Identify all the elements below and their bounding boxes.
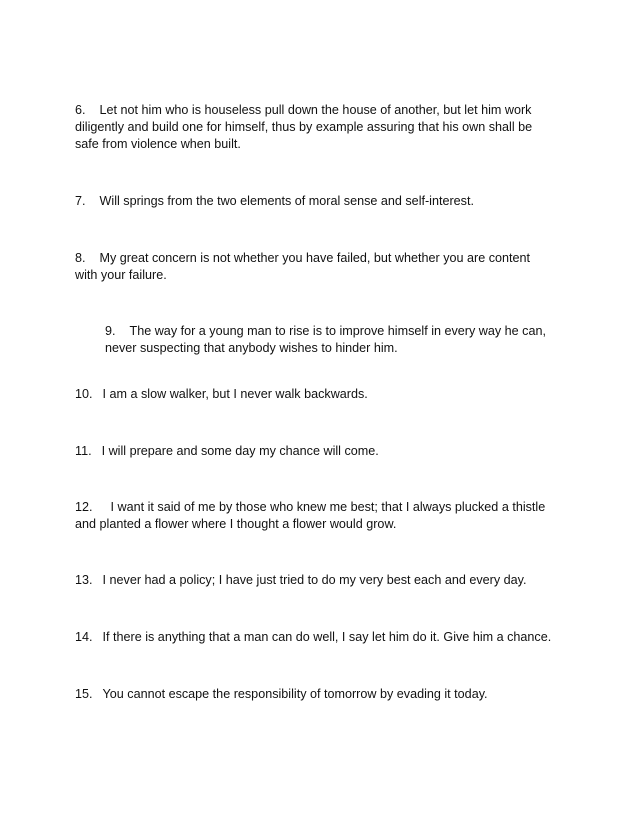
quote-text: Will springs from the two elements of moral sense and self-interest. <box>99 194 474 208</box>
quote-item-9 <box>105 323 555 357</box>
quote-text: I want it said of me by those who knew me best; that I always plucked a thistle and planted a flower where I thought a flower would grow. <box>75 500 546 531</box>
quote-number: 15. <box>75 687 93 701</box>
quote-number: 14. <box>75 630 93 644</box>
quote-item-8 <box>75 250 555 284</box>
quote-item-15 <box>75 686 565 703</box>
quote-text: The way for a young man to rise is to improve himself in every way he can, never suspecting that anybody wishes to hinder him. <box>105 324 546 355</box>
quote-number: 9. <box>105 324 116 338</box>
quote-text: I never had a policy; I have just tried to do my very best each and every day. <box>102 573 527 587</box>
quote-item-6 <box>75 102 555 153</box>
quote-text: I am a slow walker, but I never walk backwards. <box>102 387 368 401</box>
quote-number: 6. <box>75 103 86 117</box>
quote-item-10 <box>75 386 555 403</box>
quote-text: If there is anything that a man can do well, I say let him do it. Give him a chance. <box>102 630 552 644</box>
quote-text: My great concern is not whether you have failed, but whether you are content with your failure. <box>75 251 531 282</box>
quote-item-13 <box>75 572 565 589</box>
quote-number: 12. <box>75 500 93 514</box>
quote-number: 8. <box>75 251 86 265</box>
quote-text: You cannot escape the responsibility of tomorrow by evading it today. <box>102 687 488 701</box>
quote-number: 11. <box>75 444 92 458</box>
quote-item-7 <box>75 193 555 210</box>
quote-item-12 <box>75 499 555 533</box>
quote-text: I will prepare and some day my chance will come. <box>101 444 379 458</box>
quote-number: 7. <box>75 194 86 208</box>
quote-number: 10. <box>75 387 93 401</box>
quote-item-11 <box>75 443 555 460</box>
quote-number: 13. <box>75 573 93 587</box>
quote-text: Let not him who is houseless pull down the house of another, but let him work diligently and build one for himself, thus by example assuring that his own shall be safe from violence when built. <box>75 103 533 151</box>
quote-item-14 <box>75 629 565 646</box>
